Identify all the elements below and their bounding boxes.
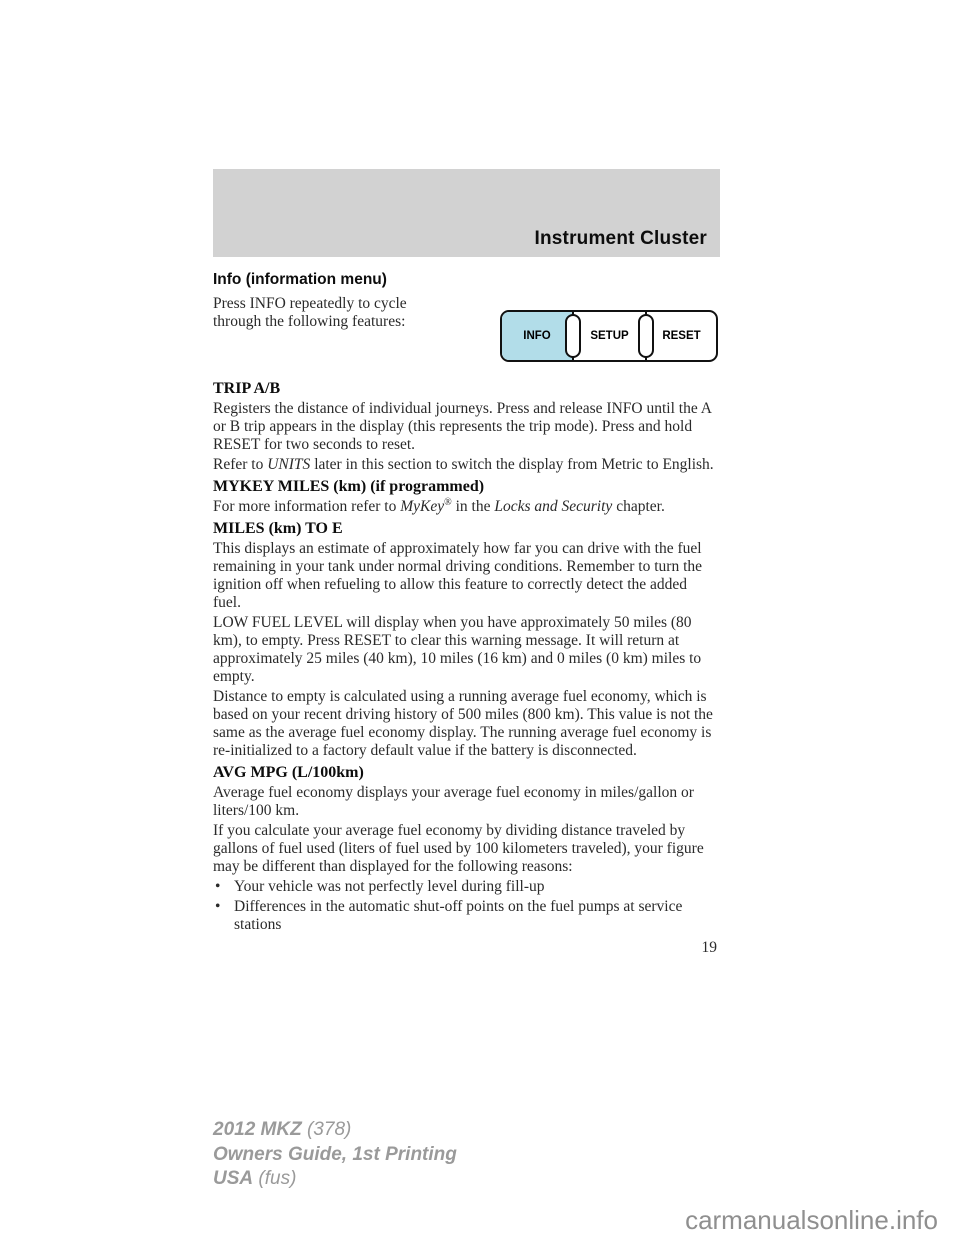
paragraph: Refer to UNITS later in this section to switch the display from Metric to English. [213,456,714,473]
paragraph: Registers the distance of individual journeys. Press and release INFO until the A or B trip appears in the display (this represents the trip mode). Press and hold RESET for two seconds to reset. [213,400,712,453]
bullet-item [213,878,718,896]
paragraph: Distance to empty is calculated using a running average fuel economy, which is based on your recent driving history of 500 miles (800 km). This value is not the same as the average fuel economy display. The running average fuel economy is re-initialized to a factory default value if the battery is disconnected. [213,688,713,759]
bullet-dot-icon: • [215,878,221,895]
bullet-dot-icon: • [215,898,221,915]
paragraph: If you calculate your average fuel economy by dividing distance traveled by gallons of fuel used (liters of fuel used by 100 kilometers traveled), your figure may be different than displayed for the following reasons: [213,822,704,875]
paragraph: Average fuel economy displays your average fuel economy in miles/gallon or liters/100 km. [213,784,694,819]
page-title: Instrument Cluster [534,228,707,249]
divider-capsule-icon [565,314,581,358]
footer-line [213,1118,457,1143]
header-band [213,169,720,257]
sections [213,379,718,934]
section-heading: AVG MPG (L/100km) [213,764,364,781]
section-heading: MILES (km) TO E [213,520,343,537]
print-footer [213,1118,457,1192]
footer-region-code: (fus) [253,1168,297,1189]
footer-model: 2012 MKZ [213,1119,302,1140]
bullet-text: Your vehicle was not perfectly level during fill-up [234,878,545,895]
footer-model-code: (378) [301,1119,352,1140]
setup-button [574,312,647,360]
divider-capsule-icon [638,314,654,358]
section-heading: TRIP A/B [213,380,281,397]
info-button-label: INFO [523,330,551,342]
intro-row [213,295,718,362]
info-setup-reset-diagram [500,310,718,362]
reset-button [647,312,716,360]
footer-region: USA [213,1168,254,1189]
bullet-item [213,898,718,934]
paragraph: This displays an estimate of approximately how far you can drive with the fuel remaining in your tank under normal driving conditions. Remember to turn the ignition off when refueling to allow this feature to correctly detect the added fuel. [213,540,703,611]
intro-paragraph: Press INFO repeatedly to cycle through the following features: [213,295,407,330]
paragraph: For more information refer to MyKey® in the Locks and Security chapter. [213,496,665,515]
info-menu-heading: Info (information menu) [213,271,387,288]
bullet-text: Differences in the automatic shut-off points on the fuel pumps at service stations [234,898,683,933]
info-button [502,312,574,360]
watermark: carmanualsonline.info [685,1205,938,1235]
footer-line [213,1167,457,1192]
page-number: 19 [701,939,717,956]
footer-line [213,1143,457,1168]
footer-guide: Owners Guide, 1st Printing [213,1143,457,1165]
section-heading: MYKEY MILES (km) (if programmed) [213,478,485,495]
reset-button-label: RESET [662,330,701,342]
setup-button-label: SETUP [590,330,629,342]
paragraph: LOW FUEL LEVEL will display when you have approximately 50 miles (80 km), to empty. Press RESET to clear this warning message. It will return at approximately 25 miles (40 km), 10 miles (16 km) and 0 miles (0 km) miles to empty. [213,614,702,685]
content-column [213,271,718,957]
